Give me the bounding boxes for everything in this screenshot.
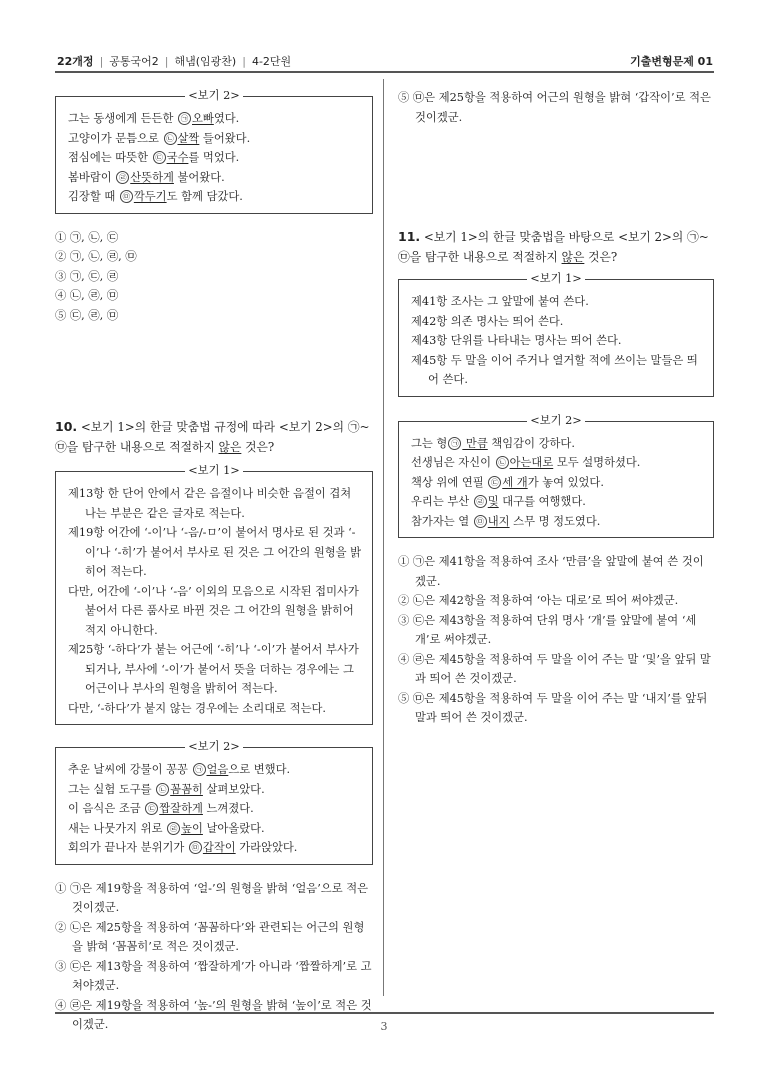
example-line: 고양이가 문틈으로 ㉡ 살짝 들어왔다. [68, 131, 251, 145]
circle-marker: ㉡ [496, 456, 509, 469]
answer-option[interactable]: ① ㉠, ㉡, ㉢ [55, 230, 119, 244]
circle-marker: ㉤ [120, 190, 133, 203]
answer-option[interactable]: ④ ㉣은 제45항을 적용하여 두 말을 이어 주는 말 ‘및’을 앞뒤 말과 띄어 쓴 것이겠군. [398, 652, 711, 685]
right-column [398, 88, 714, 728]
circle-marker: ㉤ [474, 515, 487, 528]
rule-text: 제13항 한 단어 안에서 같은 음절이나 비슷한 음절이 겹쳐 나는 부분은 같은 글자로 적는다. [68, 487, 352, 520]
circle-marker: ㉡ [156, 783, 169, 796]
example-line: 책상 위에 연필 ㉢ 세 개가 놓여 있었다. [411, 475, 604, 489]
example-line: 새는 나뭇가지 위로 ㉣ 높이 날아올랐다. [68, 821, 265, 835]
answer-option[interactable]: ① ㉠은 제19항을 적용하여 ‘얼-’의 원형을 밝혀 ‘얼음’으로 적은 것이겠군. [55, 881, 369, 914]
q11-options [398, 552, 714, 728]
example-line: 점심에는 따뜻한 ㉢ 국수를 먹었다. [68, 151, 240, 164]
q10-stem: 10. <보기 1>의 한글 맞춤법 규정에 따라 <보기 2>의 ㉠~㉤을 탐구한 내용으로 적절하지 않은 것은? [55, 419, 370, 454]
example-line: 회의가 끝나자 분위기가 ㉤ 갑작이 가라앉았다. [68, 841, 298, 854]
box-title: <보기 1> [527, 272, 585, 285]
q10-options-continued [398, 88, 714, 127]
q11-stem: 11. <보기 1>의 한글 맞춤법을 바탕으로 <보기 2>의 ㉠~㉤을 탐구한 내용으로 적절하지 않은 것은? [398, 229, 709, 264]
rule-text: 다만, 어간에 ‘-이’나 ‘-음’ 이외의 모음으로 시작된 접미사가 붙어서 다른 품사로 바뀐 것은 그 어간의 원형을 밝히어 적지 아니한다. [68, 584, 359, 637]
header-subject: 공통국어2 [109, 55, 159, 68]
page-header-left: 22개정 | 공통국어2 | 해냄(임광찬) | 4-2단원 [57, 55, 292, 68]
box-title: <보기 2> [527, 414, 585, 427]
left-column [55, 88, 373, 1035]
rule-text: 제45항 두 말을 이어 주거나 열거할 적에 쓰이는 말들은 띄어 쓴다. [411, 353, 698, 386]
footer-rule [55, 1012, 714, 1014]
answer-option[interactable]: ② ㉡은 제25항을 적용하여 ‘꼼꼼하다’와 관련되는 어근의 원형을 밝혀 ‘꼼꼼히’로 적은 것이겠군. [55, 920, 365, 953]
answer-option[interactable]: ⑤ ㉤은 제25항을 적용하여 어근의 원형을 밝혀 ‘갑작이’로 적은 것이겠군. [398, 91, 711, 124]
q10-example-box-2 [55, 740, 373, 865]
example-line: 그는 형 ㉠ 만큼 책임감이 강하다. [411, 436, 575, 450]
rule-text: 다만, ‘-하다’가 붙지 않는 경우에는 소리대로 적는다. [68, 701, 326, 715]
answer-option[interactable]: ⑤ ㉢, ㉣, ㉤ [55, 308, 119, 322]
answer-option[interactable]: ② ㉠, ㉡, ㉣, ㉤ [55, 250, 137, 263]
box-title: <보기 2> [185, 740, 243, 753]
rule-text: 제41항 조사는 그 앞말에 붙여 쓴다. [411, 295, 589, 308]
column-divider [383, 79, 384, 996]
example-line: 선생님은 자신이 ㉡ 아는대로 모두 설명하셨다. [411, 456, 641, 469]
answer-option[interactable]: ① ㉠은 제41항을 적용하여 조사 ‘만큼’을 앞말에 붙여 쓴 것이겠군. [398, 555, 704, 588]
circle-marker: ㉠ [178, 112, 191, 125]
example-line: 추운 날씨에 강물이 꽁꽁 ㉠ 얼음으로 변했다. [68, 763, 291, 776]
example-line: 우리는 부산 ㉣ 및 대구를 여행했다. [411, 495, 586, 508]
rule-text: 제25항 ‘-하다’가 붙는 어근에 ‘-히’나 ‘-이’가 붙어서 부사가 되거나, 부사에 ‘-이’가 붙어서 뜻을 더하는 경우에는 그 어근이나 부사의 원형을 밝히어 적는다. [68, 643, 359, 695]
rule-text: 제43항 단위를 나타내는 명사는 띄어 쓴다. [411, 334, 622, 347]
circle-marker: ㉣ [474, 495, 487, 508]
circle-marker: ㉤ [189, 841, 202, 854]
answer-option[interactable]: ③ ㉢은 제43항을 적용하여 단위 명사 ‘개’를 앞말에 붙여 ‘세개’로 써야겠군. [398, 613, 697, 646]
answer-option[interactable]: ④ ㉡, ㉣, ㉤ [55, 289, 119, 302]
example-line: 봄바람이 ㉣ 산뜻하게 불어왔다. [68, 170, 225, 184]
q9-options [55, 228, 373, 326]
page-number: 3 [380, 1020, 388, 1033]
answer-option[interactable]: ③ ㉠, ㉢, ㉣ [55, 269, 119, 283]
header-publisher: 해냄(임광찬) [174, 55, 237, 68]
answer-option[interactable]: ④ ㉣은 제19항을 적용하여 ‘높-’의 원형을 밝혀 ‘높이’로 적은 것이겠군. [55, 998, 372, 1031]
circle-marker: ㉣ [167, 822, 180, 835]
answer-option[interactable]: ③ ㉢은 제13항을 적용하여 ‘짭잘하게’가 아니라 ‘짭짤하게’로 고쳐야겠군. [55, 959, 372, 992]
example-line: 그는 동생에게 든든한 ㉠ 오빠였다. [68, 112, 240, 125]
q9-example-box-2 [55, 89, 373, 214]
circle-marker: ㉢ [145, 802, 158, 815]
q11-example-box-1 [398, 272, 714, 397]
question-number: 11. [398, 229, 421, 244]
answer-option[interactable]: ⑤ ㉤은 제45항을 적용하여 두 말을 이어 주는 말 ‘내지’를 앞뒤 말과 띄어 쓴 것이겠군. [398, 691, 708, 724]
circle-marker: ㉠ [448, 437, 461, 450]
header-unit: 4-2단원 [251, 55, 292, 68]
header-curriculum: 22개정 [57, 55, 94, 68]
answer-option[interactable]: ② ㉡은 제42항을 적용하여 ‘아는 대로’로 띄어 써야겠군. [398, 594, 679, 607]
rule-text: 제42항 의존 명사는 띄어 쓴다. [411, 314, 564, 328]
question-number: 10. [55, 419, 78, 434]
box-title: <보기 2> [185, 89, 243, 102]
circle-marker: ㉡ [164, 132, 177, 145]
circle-marker: ㉠ [193, 763, 206, 776]
q10-example-box-1 [55, 464, 373, 725]
rule-text: 제19항 어간에 ‘-이’나 ‘-음/-ㅁ’이 붙어서 명사로 된 것과 ‘-이’나 ‘-히’가 붙어서 부사로 된 것은 그 어간의 원형을 밝히어 적는다. [68, 526, 362, 578]
example-line: 김장할 때 ㉤ 깍두기도 함께 담갔다. [68, 190, 243, 203]
example-line: 그는 실험 도구를 ㉡ 꼼꼼히 살펴보았다. [68, 782, 265, 796]
circle-marker: ㉢ [153, 151, 166, 164]
page-header-right: 기출변형문제 01 [630, 55, 713, 68]
box-title: <보기 1> [185, 464, 243, 477]
header-rule [55, 71, 714, 73]
circle-marker: ㉣ [116, 171, 129, 184]
circle-marker: ㉢ [488, 476, 501, 489]
example-line: 참가자는 열 ㉤ 내지 스무 명 정도였다. [411, 514, 601, 528]
q11-example-box-2 [398, 413, 714, 539]
example-line: 이 음식은 조금 ㉢ 짭잘하게 느껴졌다. [68, 802, 254, 815]
